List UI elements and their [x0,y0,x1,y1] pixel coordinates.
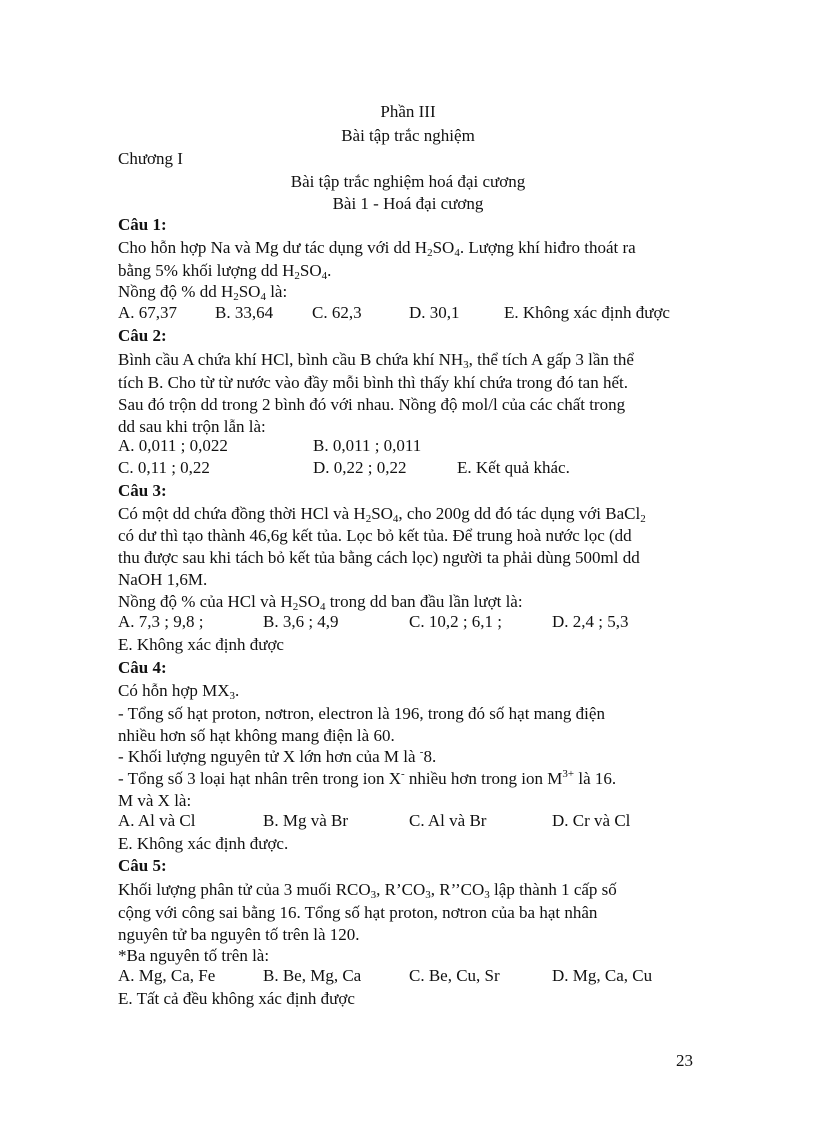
chapter-label: Chương I [118,149,183,168]
answer-option: B. 3,6 ; 4,9 [263,612,339,631]
part-heading: Phần III [380,102,436,121]
question-5-text: cộng với công sai bằng 16. Tổng số hạt proton, nơtron của ba hạt nhân [118,903,598,922]
question-2-text: Sau đó trộn dd trong 2 bình đó với nhau. Nồng độ mol/l của các chất trong [118,395,626,414]
question-4-text: - Tổng số 3 loại hạt nhân trên trong ion X- nhiều hơn trong ion $M^{3+}$ là 16. [118,768,617,788]
question-2-text: Bình cầu A chứa khí HCl, bình cầu B chứa khí $NH_3$, thể tích A gấp 3 lần thể [118,350,634,371]
question-3-label: Câu 3: [118,481,167,500]
answer-option: E. Không xác định được. [118,834,289,853]
question-5-text: Khối lượng phân tử của 3 muối $RCO_3$, $R’CO_3$, $R’’CO_3$ lập thành 1 cấp số [118,880,617,901]
question-5-label: Câu 5: [118,856,167,875]
answer-option: A. 7,3 ; 9,8 ; [118,612,204,631]
question-4-text: - Khối lượng nguyên tử X lớn hơn của M là -8. [118,746,437,766]
answer-option: C. Be, Cu, Sr [409,966,500,985]
answer-option: A. Al và Cl [118,811,196,830]
question-2-prompt: dd sau khi trộn lẫn là: [118,417,266,436]
answer-option: E. Không xác định được [118,635,284,654]
question-5-prompt: *Ba nguyên tố trên là: [118,946,270,965]
answer-option: E. Tất cả đều không xác định được [118,989,355,1008]
question-4-prompt: M và X là: [118,791,192,810]
question-2-text: tích B. Cho từ từ nước vào đầy mỗi bình thì thấy khí chứa trong đó tan hết. [118,373,628,392]
answer-option: C. 62,3 [312,303,362,322]
answer-option: E. Không xác định được [504,303,670,322]
question-4-label: Câu 4: [118,658,167,677]
answer-option: D. 2,4 ; 5,3 [552,612,629,631]
question-4-text: Có hỗn hợp $MX_3$. [118,681,240,702]
question-3-text: có dư thì tạo thành 46,6g kết tủa. Lọc bỏ kết tủa. Để trung hoà nước lọc (dd [118,526,632,545]
question-2-label: Câu 2: [118,326,167,345]
answer-option: E. Kết quả khác. [457,458,570,477]
question-4-text: nhiều hơn số hạt không mang điện là 60. [118,726,395,745]
chapter-title: Bài tập trắc nghiệm hoá đại cương [290,172,526,191]
answer-option: B. Mg và Br [263,811,348,830]
answer-option: D. 30,1 [409,303,460,322]
answer-option: B. 0,011 ; 0,011 [313,436,422,455]
answer-option: A. 67,37 [118,303,178,322]
question-3-prompt: Nồng độ % của HCl và $H_2SO_4$ trong dd ban đầu lần lượt là: [118,592,523,613]
question-1-label: Câu 1: [118,215,167,234]
question-3-text: thu được sau khi tách bỏ kết tủa bằng cách lọc) người ta phải dùng 500ml dd [118,548,640,567]
answer-option: C. 10,2 ; 6,1 ; [409,612,503,631]
answer-option: B. Be, Mg, Ca [263,966,362,985]
question-3-text: Có một dd chứa đồng thời HCl và $H_2SO_4$, cho 200g dd đó tác dụng với BaCl$_2$ [118,504,646,525]
question-5-text: nguyên tử ba nguyên tố trên là 120. [118,925,360,944]
answer-option: C. 0,11 ; 0,22 [118,458,210,477]
question-4-text: - Tổng số hạt proton, nơtron, electron là 196, trong đó số hạt mang điện [118,704,605,723]
question-1-prompt: Nồng độ % dd $H_2SO_4$ là: [118,282,288,303]
question-1-text: Cho hỗn hợp Na và Mg dư tác dụng với dd $H_2SO_4$. Lượng khí hiđro thoát ra [118,238,636,259]
answer-option: C. Al và Br [409,811,487,830]
answer-option: B. 33,64 [215,303,274,322]
answer-option: D. Mg, Ca, Cu [552,966,653,985]
answer-option: A. Mg, Ca, Fe [118,966,216,985]
part-title: Bài tập trắc nghiệm [341,126,475,145]
answer-option: D. 0,22 ; 0,22 [313,458,407,477]
page-number: 23 [676,1051,693,1070]
question-3-text: NaOH 1,6M. [118,570,208,589]
answer-option: D. Cr và Cl [552,811,631,830]
answer-option: A. 0,011 ; 0,022 [118,436,228,455]
lesson-title: Bài 1 - Hoá đại cương [332,194,484,213]
question-1-text: bằng 5% khối lượng dd $H_2SO_4$. [118,261,332,282]
